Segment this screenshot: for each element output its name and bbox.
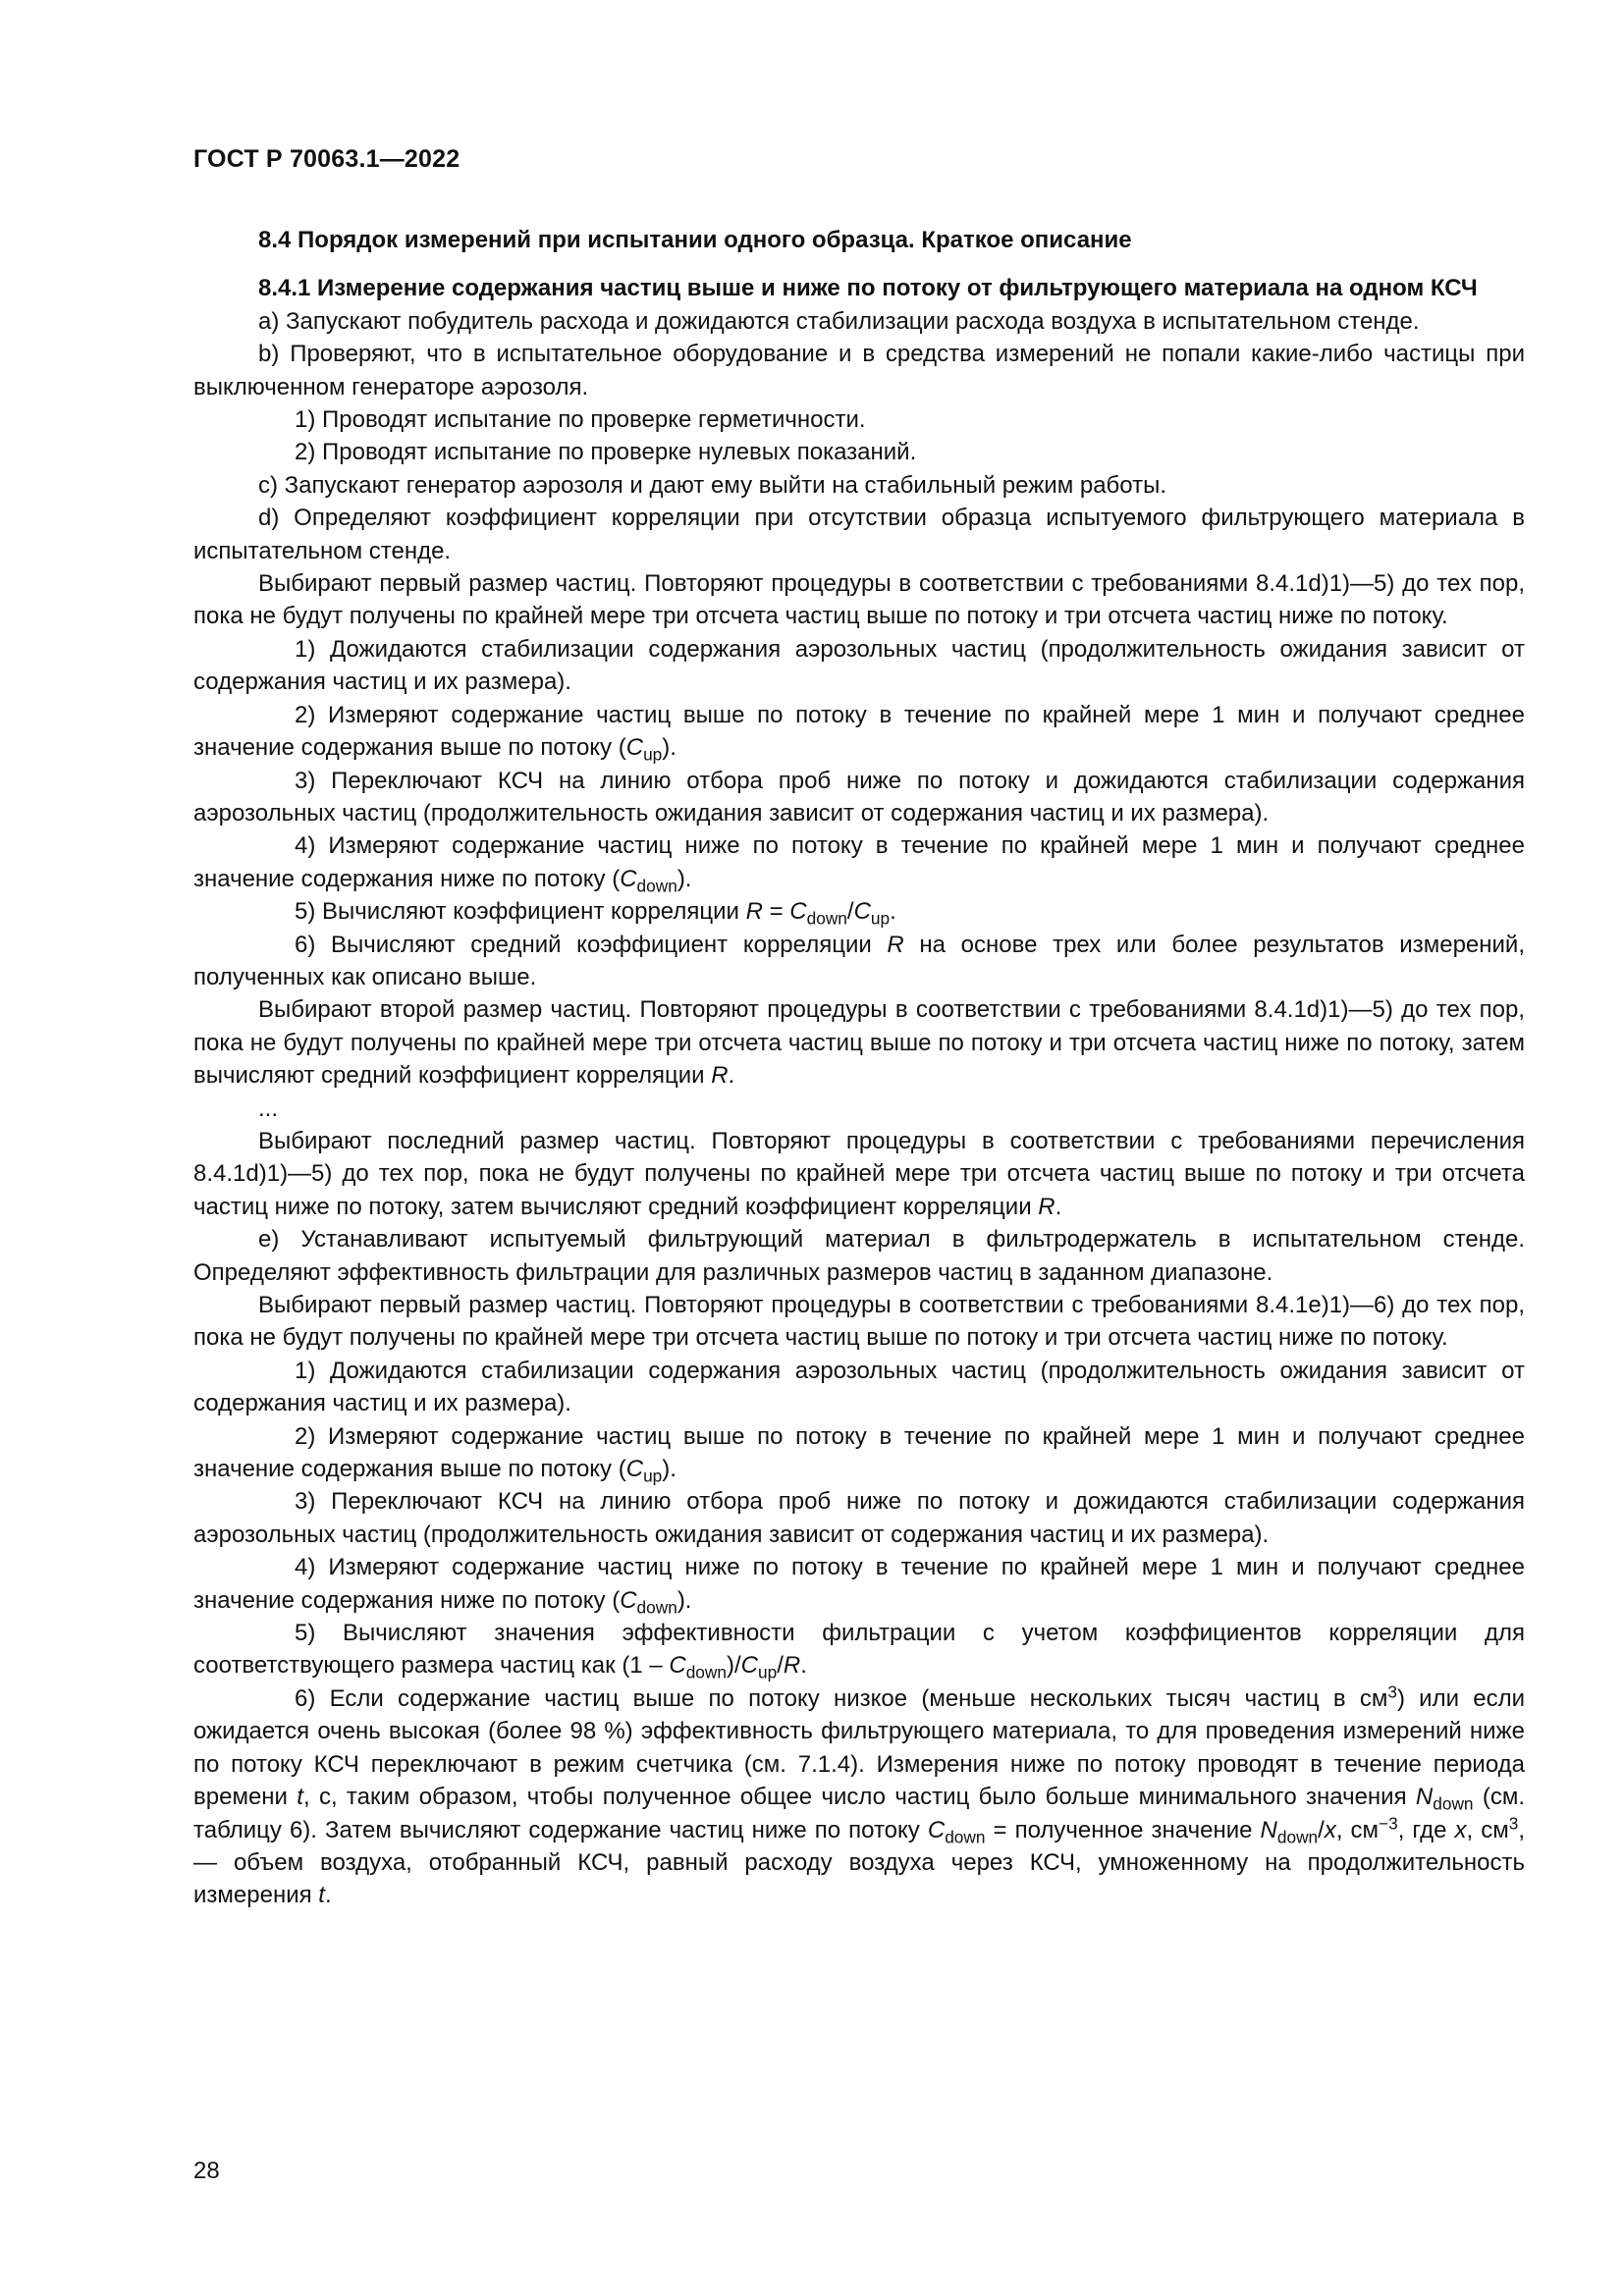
item-d-second-size: Выбирают второй размер частиц. Повторяют процедуры в соответствии с требованиями 8.4.1d)1)—5) до тех пор, пока не будут получены по крайней мере три отсчета частиц выше по потоку и три отсчета частиц ниже по потоку, затем вычисляют средний коэффициент корреляции R. (193, 996, 1525, 1090)
item-e-4: 4) Измеряют содержание частиц ниже по потоку в течение по крайней мере 1 мин и получают среднее значение содержания ниже по потоку $(C_{down})$. (193, 1554, 1525, 1618)
item-e-2: 2) Измеряют содержание частиц выше по потоку в течение по крайней мере 1 мин и получают среднее значение содержания выше по потоку $(C_{up})$. (193, 1422, 1525, 1486)
item-a: a) Запускают побудитель расхода и дожидаются стабилизации расхода воздуха в испытательном стенде. (258, 307, 1420, 335)
item-b: b) Проверяют, что в испытательное оборудование и в средства измерений не попали какие-либо частицы при выключенном генераторе аэрозоля. (193, 341, 1525, 400)
item-b-2: 2) Проводят испытание по проверке нулевых показаний. (295, 439, 917, 466)
document-body (193, 224, 1525, 1912)
item-e-3: 3) Переключают КСЧ на линию отбора проб ниже по потоку и дожидаются стабилизации содержания аэрозольных частиц (продолжительность ожидания зависит от содержания частиц и их размера). (193, 1488, 1525, 1548)
item-e: e) Устанавливают испытуемый фильтрующий материал в фильтродержатель в испытательном стенде. Определяют эффективность фильтрации для различных размеров частиц в заданном диапазоне. (193, 1226, 1525, 1286)
item-d-1: 1) Дожидаются стабилизации содержания аэрозольных частиц (продолжительность ожидания зависит от содержания частиц и их размера). (193, 635, 1525, 696)
item-e-5: 5) Вычисляют значения эффективности фильтрации с учетом коэффициентов корреляции для соответствующего размера частиц как $(1 - C_{down})/C_{up}/R$. (193, 1620, 1525, 1682)
section-8-4-title: 8.4 Порядок измерений при испытании одного образца. Краткое описание (258, 227, 1132, 253)
item-d-2: 2) Измеряют содержание частиц выше по потоку в течение по крайней мере 1 мин и получают среднее значение содержания выше по потоку $(C_{up})$. (193, 701, 1525, 765)
standard-header: ГОСТ Р 70063.1—2022 (193, 145, 460, 173)
item-d-5: 5) Вычисляют коэффициент корреляции $R = C_{down}/C_{up}$. (295, 898, 896, 929)
item-d: d) Определяют коэффициент корреляции при отсутствии образца испытуемого фильтрующего материала в испытательном стенде. (193, 505, 1525, 564)
item-d-3: 3) Переключают КСЧ на линию отбора проб ниже по потоку и дожидаются стабилизации содержания аэрозольных частиц (продолжительность ожидания зависит от содержания частиц и их размера). (193, 767, 1525, 827)
ellipsis: ... (258, 1095, 279, 1122)
item-d-first-size: Выбирают первый размер частиц. Повторяют процедуры в соответствии с требованиями 8.4.1d)1)—5) до тех пор, пока не будут получены по крайней мере три отсчета частиц выше по потоку и три отсчета частиц ниже по потоку. (193, 570, 1525, 630)
item-c: c) Запускают генератор аэрозоля и дают ему выйти на стабильный режим работы. (258, 471, 1167, 499)
item-e-1: 1) Дожидаются стабилизации содержания аэрозольных частиц (продолжительность ожидания зависит от содержания частиц и их размера). (193, 1357, 1525, 1417)
section-8-4-1-title: 8.4.1 Измерение содержания частиц выше и ниже по потоку от фильтрующего материала на одном КСЧ (258, 275, 1478, 302)
item-e-first-size: Выбирают первый размер частиц. Повторяют процедуры в соответствии с требованиями 8.4.1e)1)—6) до тех пор, пока не будут получены по крайней мере три отсчета частиц выше по потоку и три отсчета частиц ниже по потоку. (193, 1292, 1525, 1352)
item-d-4: 4) Измеряют содержание частиц ниже по потоку в течение по крайней мере 1 мин и получают среднее значение содержания ниже по потоку $(C_{down})$. (193, 832, 1525, 896)
item-b-1: 1) Проводят испытание по проверке герметичности. (295, 406, 866, 434)
page-number: 28 (193, 2158, 220, 2184)
item-d-6: 6) Вычисляют средний коэффициент корреляции R на основе трех или более результатов измерений, полученных как описано выше. (193, 931, 1525, 990)
item-d-last-size: Выбирают последний размер частиц. Повторяют процедуры в соответствии с требованиями перечисления 8.4.1d)1)—5) до тех пор, пока не будут получены по крайней мере три отсчета частиц выше по потоку и три отсчета частиц ниже по потоку, затем вычисляют средний коэффициент корреляции R. (193, 1127, 1525, 1220)
item-e-6: 6) Если содержание частиц выше по потоку низкое (меньше нескольких тысяч частиц в $см^3$) или если ожидается очень высокая (более 98 %) эффективность фильтрующего материала, то для проведения измерений ниже по потоку КСЧ переключают в режим счетчика (см. 7.1.4). Измерения ниже по потоку проводят в течение периода времени t, с, таким образом, чтобы полученное общее число частиц было больше минимального значения $N_{down}$ (см. таблицу 6). Затем вычисляют содержание частиц ниже по потоку $C_{down}$ = полученное значение $N_{down}/x$, $см^{-3}$, где x, $см^3$, — объем воздуха, отобранный КСЧ, равный расходу воздуха через КСЧ, умноженному на продолжительность измерения t. (193, 1682, 1526, 1909)
